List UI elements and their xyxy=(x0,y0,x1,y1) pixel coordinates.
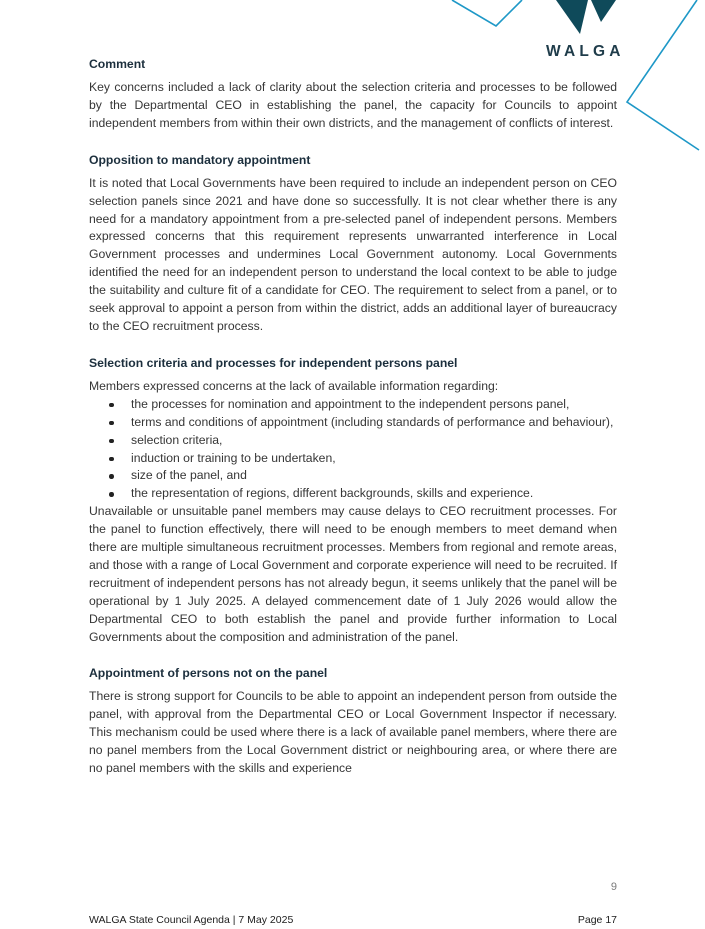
list-item xyxy=(107,485,617,503)
footer-agenda-title: WALGA State Council Agenda | 7 May 2025 xyxy=(89,914,294,926)
bullet-dot-icon xyxy=(109,474,114,479)
bullet-dot-icon xyxy=(109,421,114,426)
list-item-text: size of the panel, and xyxy=(131,468,247,483)
walga-logo-text: WALGA xyxy=(546,43,625,60)
list-item-text: the processes for nomination and appointment to the independent persons panel, xyxy=(131,396,570,411)
list-item xyxy=(107,467,617,485)
bullet-dot-icon xyxy=(109,403,114,408)
document-body xyxy=(89,55,617,778)
section-paragraph: There is strong support for Councils to be able to appoint an independent person from outside the panel, with approval from the Departmental CEO or Local Government Inspector if necessary. This mechanism could be used where there is a lack of available panel members, where there are no panel members from the Local Government district or neighbouring area, or where there are no panel members with the skills and experience xyxy=(89,689,617,776)
section-heading: Opposition to mandatory appointment xyxy=(89,152,311,167)
bullet-dot-icon xyxy=(109,492,114,497)
section-intro: Members expressed concerns at the lack of available information regarding: xyxy=(89,378,499,393)
list-item-text: terms and conditions of appointment (including standards of performance and behaviour), xyxy=(131,414,614,429)
section-paragraph: Unavailable or unsuitable panel members may cause delays to CEO recruitment processes. For the panel to function effectively, there will need to be enough members to meet demand when there are multiple simultaneous recruitment processes. Members from regional and remote areas, and those with a range of Local Government and corporate experience will need to be recruited. If recruitment of independent persons has not already begun, it seems unlikely that the panel will be operational by 1 July 2025. A delayed commencement date of 1 July 2026 would allow the Departmental CEO to both establish the panel and provide further information to Local Governments about the composition and administration of the panel. xyxy=(89,504,617,644)
list-item xyxy=(107,396,617,414)
list-item xyxy=(107,414,617,432)
section-heading: Comment xyxy=(89,57,146,71)
bullet-dot-icon xyxy=(109,439,114,444)
list-item-text: the representation of regions, different backgrounds, skills and experience. xyxy=(131,486,534,501)
list-item xyxy=(107,432,617,450)
bullet-dot-icon xyxy=(109,457,114,462)
list-item-text: induction or training to be undertaken, xyxy=(131,450,336,465)
section-comment xyxy=(89,55,617,133)
section-appointment-outside-panel xyxy=(89,664,617,778)
list-item-text: selection criteria, xyxy=(131,432,223,447)
section-heading: Selection criteria and processes for independent persons panel xyxy=(89,355,458,370)
walga-logo-mark xyxy=(556,0,616,34)
section-heading: Appointment of persons not on the panel xyxy=(89,666,328,681)
section-paragraph: Key concerns included a lack of clarity about the selection criteria and processes to be followed by the Departmental CEO in establishing the panel, the capacity for Councils to appoint independent members from within their own districts, and the management of conflicts of interest. xyxy=(89,80,617,130)
section-paragraph: It is noted that Local Governments have been required to include an independent person on CEO selection panels since 2021 and have done so successfully. It is not clear whether there is any need for a mandatory appointment from a pre-selected panel of independent persons. Members expressed concerns that this requirement represents unwarranted interference in Local Government processes and undermines Local Government autonomy. Local Governments identified the need for an independent person to understand the local context to be able to judge the suitability and culture fit of a candidate for CEO. The requirement to select from a panel, or to seek approval to appoint a person from within the district, adds an additional layer of bureaucracy to the CEO recruitment process. xyxy=(89,175,617,333)
section-opposition xyxy=(89,151,617,336)
bullet-list xyxy=(89,396,617,503)
section-selection-criteria xyxy=(89,354,617,647)
footer-page-label: Page 17 xyxy=(577,914,617,926)
page-number: 9 xyxy=(610,881,617,893)
list-item xyxy=(107,450,617,468)
